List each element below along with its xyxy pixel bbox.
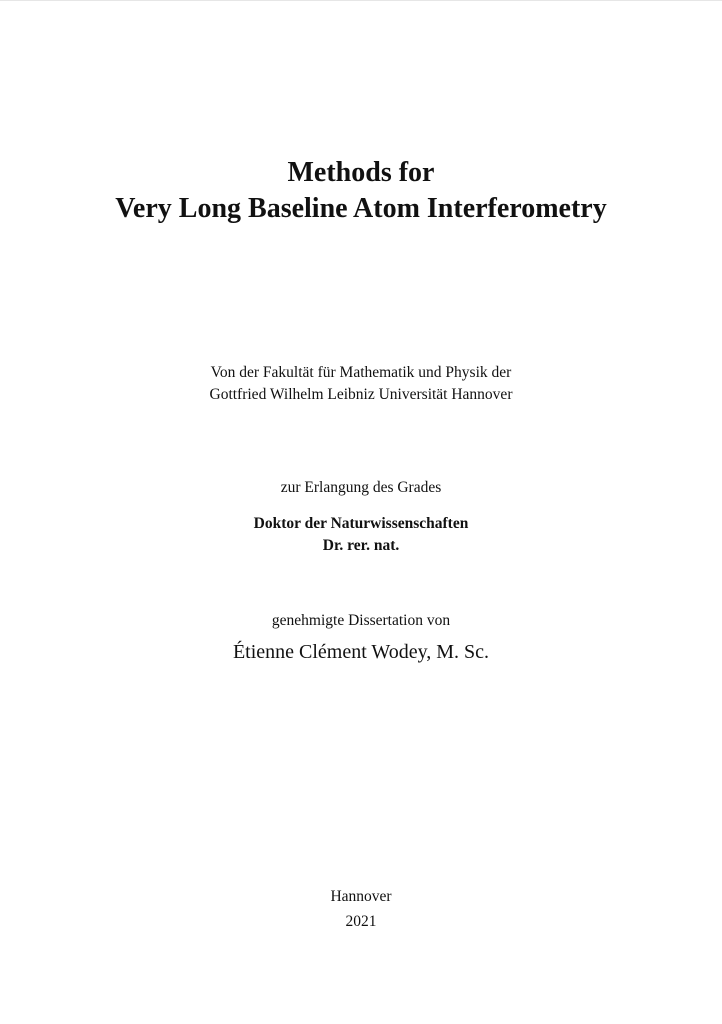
faculty-line-1: Von der Fakultät für Mathematik und Physik der xyxy=(210,364,512,381)
year: 2021 xyxy=(345,913,377,930)
dissertation-by: genehmigte Dissertation von xyxy=(271,612,451,629)
faculty-line-2: Gottfried Wilhelm Leibniz Universität Hannover xyxy=(209,386,513,403)
place: Hannover xyxy=(330,888,392,905)
document-title xyxy=(0,155,722,227)
faculty-statement xyxy=(0,362,722,406)
degree-name: Doktor der Naturwissenschaften xyxy=(253,515,469,532)
title-line-2: Very Long Baseline Atom Interferometry xyxy=(115,193,607,224)
title-line-1: Methods for xyxy=(287,157,435,188)
degree-abbreviation: Dr. rer. nat. xyxy=(322,537,400,554)
place-and-year xyxy=(0,886,722,933)
degree-block xyxy=(0,513,722,557)
degree-intro: zur Erlangung des Grades xyxy=(280,479,442,496)
author-name: Étienne Clément Wodey, M. Sc. xyxy=(232,641,490,663)
